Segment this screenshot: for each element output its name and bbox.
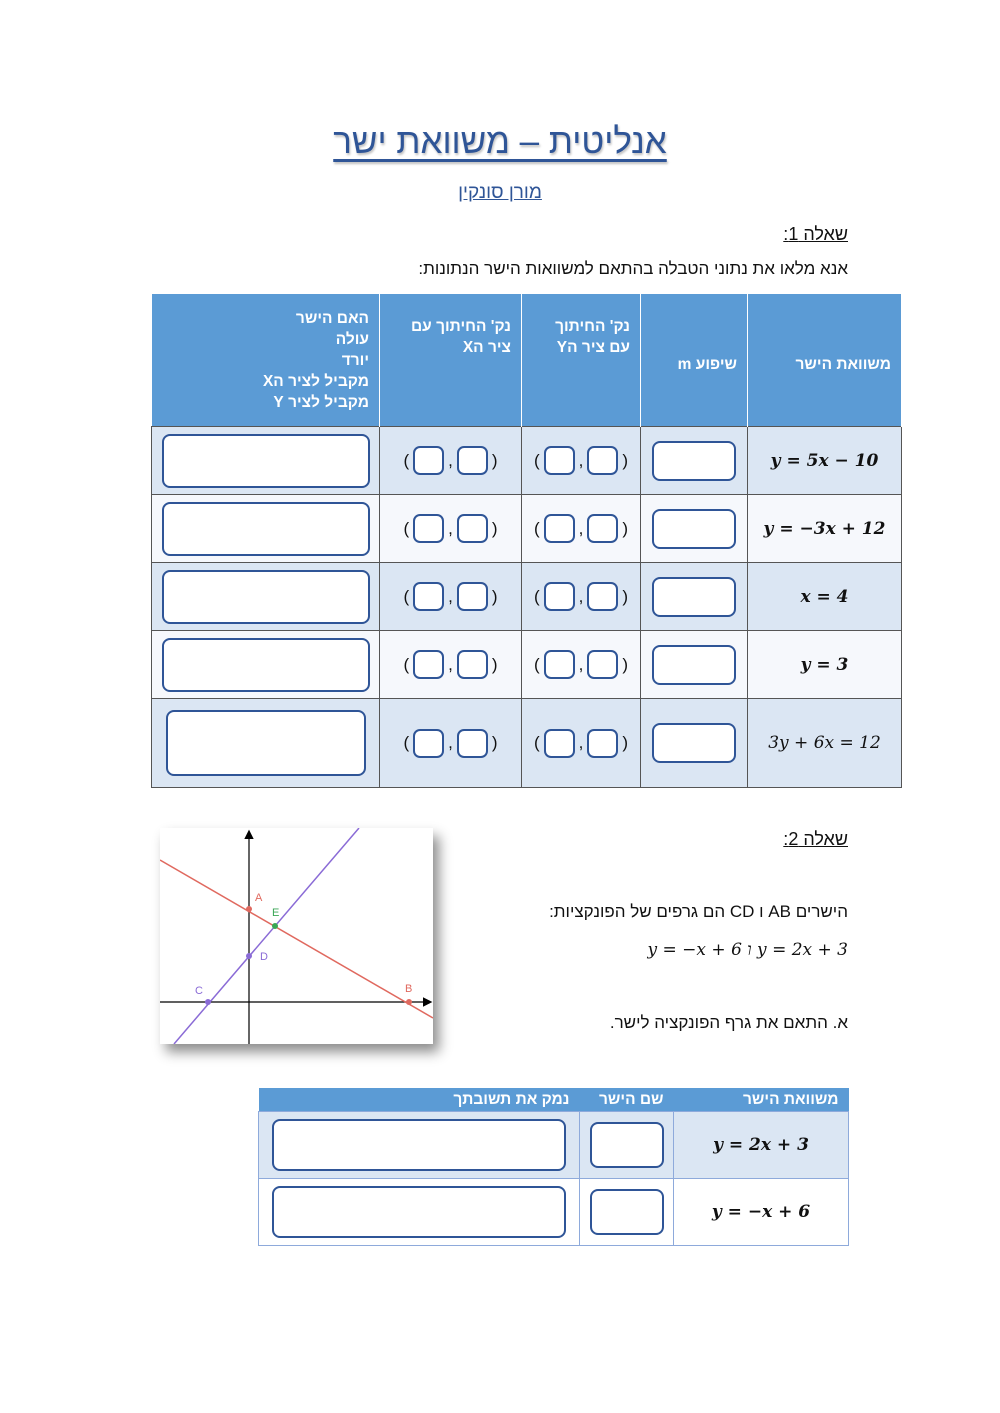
point-e: [272, 923, 278, 929]
question-2-heading: שאלה 2:: [783, 829, 848, 849]
x-intercept-x-input[interactable]: [413, 582, 444, 611]
table-row: [152, 495, 902, 563]
x-intercept-x-input[interactable]: [413, 729, 444, 758]
reason-input[interactable]: [272, 1119, 566, 1171]
header-x-intercept: נק' החיתוך עם ציר הX: [380, 294, 522, 427]
slope-input[interactable]: [652, 645, 736, 685]
y-intercept-point: ( , ): [523, 514, 639, 543]
label-a: A: [255, 892, 263, 904]
question-2-part-a: א. התאם את גרף הפונקציה לישר.: [609, 1013, 848, 1032]
slope-input[interactable]: [652, 723, 736, 763]
line-name-input[interactable]: [590, 1189, 664, 1235]
reason-input[interactable]: [272, 1186, 566, 1238]
table-row: [152, 427, 902, 495]
author-name: מורן סונקין: [458, 182, 542, 203]
header-slope: שיפוע m: [641, 294, 748, 427]
slope-input[interactable]: [652, 577, 736, 617]
y-intercept-x-input[interactable]: [544, 650, 575, 679]
y-intercept-y-input[interactable]: [587, 582, 618, 611]
x-intercept-x-input[interactable]: [413, 446, 444, 475]
header-reason: נמק את תשובתך: [259, 1088, 580, 1112]
x-intercept-y-input[interactable]: [457, 650, 488, 679]
equation-cell: y = −3x + 12: [763, 518, 886, 539]
x-intercept-y-input[interactable]: [457, 729, 488, 758]
y-intercept-x-input[interactable]: [544, 514, 575, 543]
point-c: [205, 999, 211, 1005]
y-intercept-x-input[interactable]: [544, 729, 575, 758]
x-intercept-point: ( , ): [381, 729, 520, 758]
equation-cell: 3y + 6x = 12: [768, 733, 881, 753]
table-row: [152, 699, 902, 788]
y-intercept-point: ( , ): [523, 446, 639, 475]
direction-input[interactable]: [162, 502, 370, 556]
y-intercept-y-input[interactable]: [587, 650, 618, 679]
header-line-name: שם הישר: [580, 1088, 674, 1112]
question-1-instruction: אנא מלאו את נתוני הטבלה בהתאם למשוואות הישר הנתונות:: [418, 259, 848, 278]
page-title: אנליטית – משוואת ישר: [333, 122, 667, 161]
label-d: D: [260, 951, 268, 963]
y-intercept-x-input[interactable]: [544, 582, 575, 611]
table-row: [259, 1179, 849, 1246]
header-y-intercept: נק' החיתוך עם ציר הY: [522, 294, 641, 427]
equation-cell: x = 4: [800, 586, 849, 607]
y-intercept-point: ( , ): [523, 582, 639, 611]
table-header-row: [259, 1088, 849, 1112]
point-d: [246, 953, 252, 959]
x-intercept-y-input[interactable]: [457, 446, 488, 475]
direction-input[interactable]: [162, 570, 370, 624]
x-intercept-y-input[interactable]: [457, 514, 488, 543]
equation-cell: y = −x + 6: [711, 1202, 811, 1222]
question-1-table: [151, 294, 902, 788]
y-intercept-point: ( , ): [523, 729, 639, 758]
point-a: [246, 906, 252, 912]
y-intercept-x-input[interactable]: [544, 446, 575, 475]
label-e: E: [272, 907, 280, 919]
label-b: B: [405, 983, 413, 995]
table-header-row: [152, 294, 902, 427]
slope-input[interactable]: [652, 441, 736, 481]
equation-cell: y = 2x + 3: [713, 1135, 809, 1155]
x-intercept-x-input[interactable]: [413, 650, 444, 679]
line-cd: [174, 828, 359, 1044]
y-intercept-point: ( , ): [523, 650, 639, 679]
x-intercept-point: ( , ): [381, 446, 520, 475]
graph-svg: [160, 828, 433, 1044]
header-equation: משוואת הישר: [674, 1088, 849, 1112]
x-intercept-point: ( , ): [381, 650, 520, 679]
x-intercept-point: ( , ): [381, 514, 520, 543]
label-c: C: [195, 985, 203, 997]
direction-input[interactable]: [162, 638, 370, 692]
question-2-text: הישרים AB ו CD הם גרפים של הפונקציות:: [549, 902, 848, 921]
direction-input[interactable]: [162, 434, 370, 488]
question-1-heading: שאלה 1:: [783, 224, 848, 244]
slope-input[interactable]: [652, 509, 736, 549]
point-b: [406, 999, 412, 1005]
x-intercept-point: ( , ): [381, 582, 520, 611]
direction-input[interactable]: [166, 710, 366, 776]
x-intercept-y-input[interactable]: [457, 582, 488, 611]
table-row: [152, 563, 902, 631]
line-name-input[interactable]: [590, 1122, 664, 1168]
y-intercept-y-input[interactable]: [587, 514, 618, 543]
table-row: [259, 1112, 849, 1179]
y-intercept-y-input[interactable]: [587, 446, 618, 475]
table-row: [152, 631, 902, 699]
header-direction: האם הישר עולה יורד מקביל לציר הX מקביל לציר Y: [152, 294, 380, 427]
x-intercept-x-input[interactable]: [413, 514, 444, 543]
equation-cell: y = 3: [800, 654, 849, 675]
question-2-functions: y = −x + 6 ו y = 2x + 3: [647, 940, 848, 960]
equation-cell: y = 5x − 10: [770, 450, 879, 471]
question-2-table: [258, 1088, 849, 1246]
lines-graph: [160, 828, 433, 1044]
y-intercept-y-input[interactable]: [587, 729, 618, 758]
header-equation: משוואת הישר: [748, 294, 902, 427]
